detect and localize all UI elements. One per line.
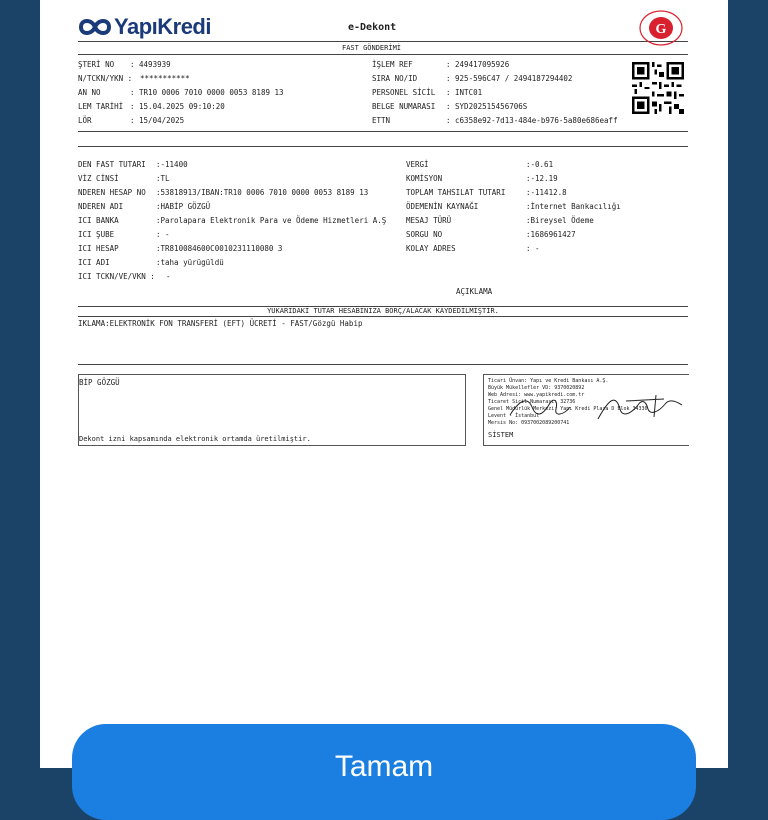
detail-value: : - [526, 244, 540, 253]
detail-label: MESAJ TÜRÜ [406, 216, 452, 225]
detail-label: KOLAY ADRES [406, 244, 456, 253]
detail-label: ICI TCKN/VE/VKN : [78, 272, 155, 281]
info-label: LÖR [78, 116, 92, 125]
detail-value: :TL [156, 174, 170, 183]
detail-value: - [166, 272, 171, 281]
detail-label: SORGU NO [406, 230, 443, 239]
brand-name: YapıKredi [114, 14, 211, 39]
info-value: : 249417095926 [446, 60, 510, 69]
info-value: : SYD202515456706S [446, 102, 528, 111]
detail-value: :1686961427 [526, 230, 576, 239]
detail-label: VERGİ [406, 160, 429, 169]
yapikredi-logo [78, 12, 211, 42]
info-value: : INTC01 [446, 88, 483, 97]
detail-label: TOPLAM TAHSILAT TUTARI [406, 188, 506, 197]
detail-value: :taha yürügüldü [156, 258, 224, 267]
info-label: ŞTERİ NO [78, 60, 115, 69]
detail-value: :-12.19 [526, 174, 558, 183]
bank-info-line: Web Adresi: www.yapikredi.com.tr [488, 392, 585, 398]
document-title: e-Dekont [348, 22, 397, 33]
detail-value: :Parolapara Elektronik Para ve Ödeme Hizmetleri A.Ş [156, 216, 387, 225]
detail-label: ICI HESAP [78, 244, 119, 253]
info-value: : 925-596C47 / 2494187294402 [446, 74, 573, 83]
svg-text:G: G [655, 22, 667, 37]
detail-value: : - [156, 230, 170, 239]
info-label: ETTN [372, 116, 391, 125]
detail-value: :53818913/IBAN:TR10 0006 7010 0000 0053 8189 13 [156, 188, 369, 197]
seal-icon [638, 10, 684, 46]
detail-label: ICI ADI [78, 258, 110, 267]
detail-value: :-11400 [156, 160, 188, 169]
detail-value: :TR810084600C0010231110080 3 [156, 244, 283, 253]
document-subtitle: FAST GÖNDERİMİ [342, 44, 402, 52]
bank-info-line: Ticaret Sicil Numarası: 32736 [488, 399, 576, 405]
ok-button[interactable] [72, 724, 696, 820]
info-label: SIRA NO/ID [372, 74, 418, 83]
detail-value: :-0.61 [526, 160, 554, 169]
info-label: N/TCKN/YKN : [78, 74, 133, 83]
info-label: BELGE NUMARASI [372, 102, 436, 111]
signer-footer: Dekont izni kapsamında elektronik ortamda üretilmiştir. [79, 435, 311, 443]
signer-box [78, 374, 466, 446]
bank-info-line: Ticari Ünvan: Yapı ve Kredi Bankası A.Ş. [488, 378, 609, 384]
detail-value: :İnternet Bankacılığı [526, 202, 621, 211]
description-text: IKLAMA:ELEKTRONİK FON TRANSFERİ (EFT) ÜCRETİ - FAST/Gözgü Habip [78, 319, 363, 328]
info-label: PERSONEL SİCİL [372, 88, 436, 97]
detail-value: :Bireysel Ödeme [526, 216, 594, 225]
detail-label: KOMİSYON [406, 174, 443, 183]
yapikredi-logo-icon [78, 14, 112, 40]
notice-text: YUKARIDAKİ TUTAR HESABINIZA BORÇ/ALACAK KAYDEDİLMİŞTİR. [267, 307, 499, 315]
info-value: : 15/04/2025 [130, 116, 185, 125]
bank-info-footer: SİSTEM [488, 431, 514, 439]
info-label: LEM TARİHİ [78, 102, 124, 111]
qr-code-icon [632, 62, 684, 114]
detail-label: ÖDEMENİN KAYNAĞI [406, 202, 479, 211]
bank-info-box [483, 374, 689, 446]
info-value: : TR10 0006 7010 0000 0053 8189 13 [130, 88, 284, 97]
info-label: İŞLEM REF [372, 60, 413, 69]
detail-value: :HABİP GÖZGÜ [156, 202, 211, 211]
detail-label: NDEREN ADI [78, 202, 124, 211]
detail-label: VİZ CİNSİ [78, 174, 119, 183]
info-value: : 15.04.2025 09:10:20 [130, 102, 225, 111]
info-value: : c6358e92-7d13-484e-b976-5a80e686eaff [446, 116, 618, 125]
signer-name: BİP GÖZGÜ [79, 378, 120, 387]
detail-value: :-11412.8 [526, 188, 567, 197]
info-value: : 4493939 [130, 60, 171, 69]
bank-info-line: Levent - İstanbul [488, 413, 540, 419]
detail-label: ICI BANKA [78, 216, 119, 225]
info-label: AN NO [78, 88, 101, 97]
detail-label: NDEREN HESAP NO [78, 188, 146, 197]
bank-info-line: Mersis No: 0937002089200741 [488, 420, 570, 426]
receipt-document [40, 0, 728, 768]
bank-info-line: Genel Müdürlük Merkezi: Yapı Kredi Plaza D Blok 34330 [488, 406, 648, 412]
signature-icon [506, 393, 686, 423]
aciklama-label: AÇIKLAMA [456, 287, 493, 296]
detail-label: ICI ŞUBE [78, 230, 115, 239]
bank-info-line: Büyük Mükellefler VD: 9370020892 [488, 385, 585, 391]
ok-button-label: Tamam [334, 750, 434, 783]
detail-label: DEN FAST TUTARI [78, 160, 146, 169]
info-value: *********** [140, 74, 190, 83]
